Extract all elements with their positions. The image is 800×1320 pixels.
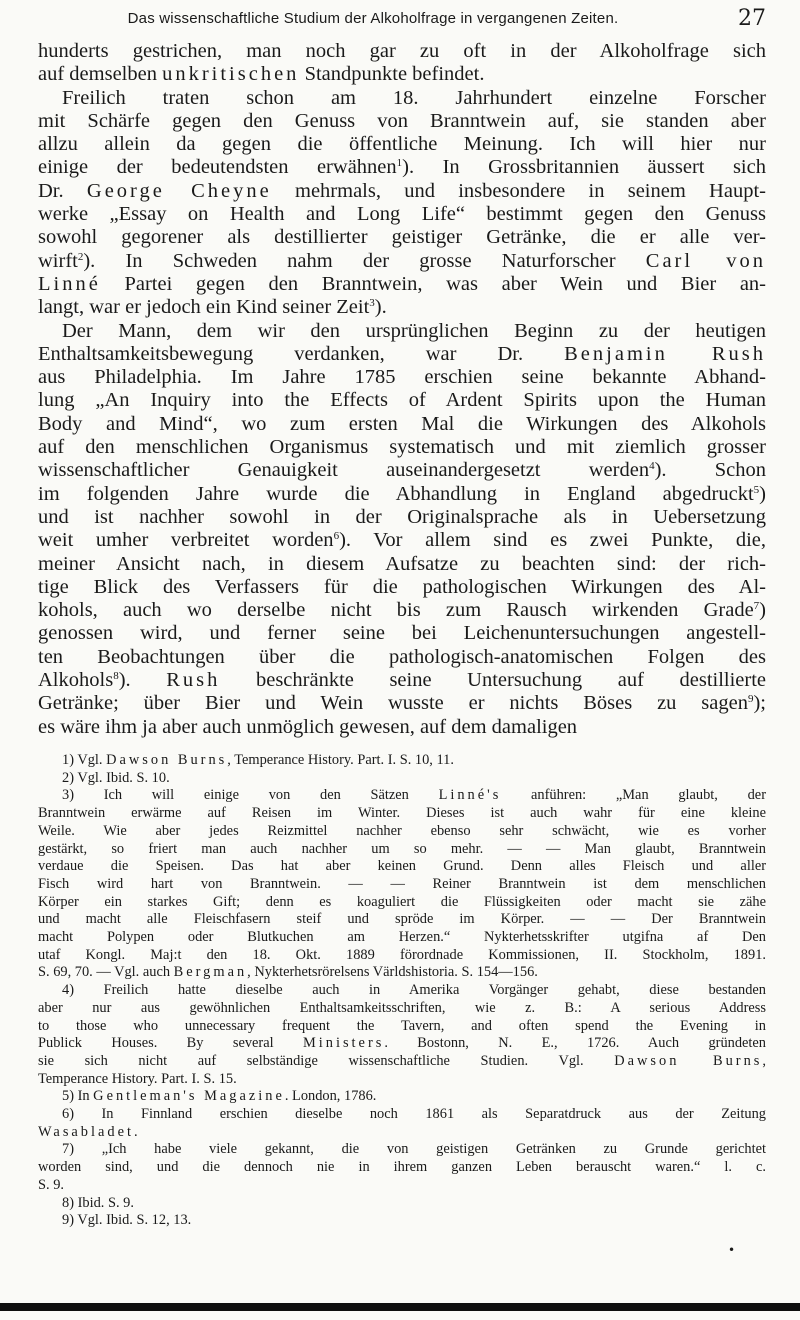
footnote-line: Publick Houses. By several Ministers. Bostonn, N. E., 1726. Auch gründeten: [38, 1035, 766, 1052]
footnote-line: 4) Freilich hatte dieselbe auch in Amerika Vorgänger gehabt, diese bestanden: [62, 982, 766, 999]
footnote-line: utaf Kongl. Maj:t den 18. Okt. 1889 förordnade Kommissionen, II. Stockholm, 1891.: [38, 946, 766, 963]
page-edge-gap: [0, 1311, 800, 1320]
text-line: Freilich traten schon am 18. Jahrhundert einzelne Forscher: [62, 86, 766, 109]
text-line: meiner Ansicht nach, in diesem Aufsatze zu beachten sind: der rich-: [38, 552, 766, 575]
footnote-line: 2) Vgl. Ibid. S. 10.: [62, 769, 170, 786]
footnote-line: S. 69, 70. — Vgl. auch Bergman, Nykterhetsrörelsens Världshistoria. S. 154—156.: [38, 964, 538, 981]
text-line: Getränke; über Bier und Wein wusste er nichts Böses zu sagen$^9$);: [38, 692, 766, 715]
footnote: [38, 787, 766, 982]
footnote-line: to those who unnecessary frequent the Tavern, and often spend the Evening in: [38, 1017, 766, 1034]
stray-mark: •: [728, 1243, 736, 1257]
main-text: [38, 40, 766, 739]
footnote-line: Wasabladet.: [38, 1123, 138, 1140]
footnote-line: sie sich nicht auf selbständige wissenschaftliche Studien. Vgl. Dawson Burns,: [38, 1052, 766, 1069]
footnote-line: verdaue die Speisen. Das hat aber keinen Grund. Denn alles Fleisch und aller: [38, 858, 766, 875]
text-line: auf den menschlichen Organismus systematisch und mit ziemlich grosser: [38, 436, 766, 459]
text-line: Der Mann, dem wir den ursprünglichen Beginn zu der heutigen: [62, 319, 766, 342]
footnote-line: 6) In Finnland erschien dieselbe noch 1861 als Separatdruck aus der Zeitung: [62, 1106, 766, 1123]
text-line: tige Blick des Verfassers für die pathologischen Wirkungen des Al-: [38, 575, 766, 598]
text-line: Alkohols$^8$). Rush beschränkte seine Untersuchung auf destillierte: [38, 669, 767, 692]
footnote-line: Fisch wird hart von Branntwein. — — Reiner Branntwein ist dem menschlichen: [38, 875, 766, 892]
running-title: Das wissenschaftliche Studium der Alkoholfrage in vergangenen Zeiten.: [127, 10, 619, 27]
footnote: [38, 1195, 766, 1213]
footnote-line: S. 9.: [38, 1176, 64, 1193]
text-line: ten Beobachtungen über die pathologisch-anatomischen Folgen des: [38, 645, 766, 668]
text-line: hunderts gestrichen, man noch gar zu oft in der Alkoholfrage sich: [38, 40, 766, 62]
text-line: wirft$^2$). In Schweden nahm der grosse Naturforscher Carl von: [38, 249, 766, 272]
footnote: [38, 1212, 766, 1230]
page-edge-bar: [0, 1303, 800, 1311]
text-line: lung „An Inquiry into the Effects of Ardent Spirits upon the Human: [38, 389, 766, 412]
text-line: Enthaltsamkeitsbewegung verdanken, war Dr. Benjamin Rush: [38, 342, 766, 365]
text-line: langt, war er jedoch ein Kind seiner Zeit$^3$).: [38, 296, 387, 319]
text-line: sowohl gegorener als destillierter geistiger Getränke, die er alle ver-: [38, 226, 766, 249]
page-number: 27: [738, 6, 766, 31]
text-line: einige der bedeutendsten erwähnen$^1$). In Grossbritannien äussert sich: [38, 156, 766, 179]
footnote: [38, 1106, 766, 1141]
footnotes: [38, 752, 766, 1230]
footnote-line: macht Polypen oder Blutkuchen am Herzen.“ Nykterhetsskrifter utgifna af Den: [38, 929, 766, 946]
text-line: und ist nachher sowohl in der Originalsprache als in Uebersetzung: [38, 505, 766, 528]
footnote-line: Körper ein starkes Gift; denn es koaguliert die Flüssigkeiten oder macht sie zähe: [38, 893, 766, 910]
footnote: [38, 982, 766, 1088]
footnote-line: 3) Ich will einige von den Sätzen Linné's anführen: „Man glaubt, der: [62, 787, 766, 804]
footnote-line: 1) Vgl. Dawson Burns, Temperance History. Part. I. S. 10, 11.: [62, 752, 454, 768]
text-line: Body and Mind“, wo zum ersten Mal die Wirkungen des Alkohols: [38, 412, 766, 435]
footnote: [38, 770, 766, 788]
text-line: auf demselben unkritischen Standpunkte befindet.: [38, 63, 485, 86]
text-line: aus Philadelphia. Im Jahre 1785 erschien seine bekannte Abhand-: [38, 366, 766, 389]
text-line: genossen wird, und ferner seine bei Leichenuntersuchungen angestell-: [38, 622, 766, 645]
text-line: allzu allein da gegen die öffentliche Meinung. Ich will hier nur: [38, 133, 766, 156]
text-line: im folgenden Jahre wurde die Abhandlung in England abgedruckt$^5$): [38, 482, 766, 505]
footnote: [38, 1141, 766, 1194]
footnote: [38, 1088, 766, 1106]
footnote-line: worden sind, und die dennoch nie in ihrem ganzen Leben berauscht waren.“ l. c.: [38, 1159, 766, 1176]
text-line: weit umher verbreitet worden$^6$). Vor allem sind es zwei Punkte, die,: [38, 529, 766, 552]
footnote-line: Weile. Wie aber jedes Reizmittel nachher ebenso sehr schwächt, wie es vorher: [38, 822, 766, 839]
text-line: mit Schärfe gegen den Genuss von Branntwein auf, sie standen aber: [38, 109, 766, 132]
text-line: Dr. George Cheyne mehrmals, und insbesondere in seinem Haupt-: [38, 179, 766, 202]
footnote-line: Temperance History. Part. I. S. 15.: [38, 1070, 237, 1087]
footnote-line: aber nur aus gewöhnlichen Enthaltsamkeitsschriften, wie z. B.: A serious Address: [38, 999, 766, 1016]
footnote-line: Branntwein erwärme auf Reisen im Winter. Dieses ist auch wahr für eine kleine: [38, 805, 766, 822]
text-line: werke „Essay on Health and Long Life“ bestimmt gegen den Genuss: [38, 203, 766, 226]
footnote-line: 7) „Ich habe viele gekannt, die von geistigen Getränken zu Grunde gerichtet: [62, 1141, 766, 1158]
text-line: es wäre ihm ja aber auch unmöglich gewesen, auf dem damaligen: [38, 715, 578, 738]
footnote-line: 8) Ibid. S. 9.: [62, 1194, 134, 1211]
footnote: [38, 752, 766, 770]
footnote-line: 5) In Gentleman's Magazine. London, 1786.: [62, 1088, 377, 1105]
text-line: wissenschaftlicher Genauigkeit auseinandergesetzt werden$^4$). Schon: [38, 459, 767, 482]
text-line: kohols, auch wo derselbe nicht bis zum Rausch wirkenden Grade$^7$): [38, 599, 766, 622]
footnote-line: gestärkt, so friert man auch nachher um so mehr. — — Man glaubt, Branntwein: [38, 840, 766, 857]
footnote-line: 9) Vgl. Ibid. S. 12, 13.: [62, 1212, 192, 1229]
running-header: [38, 6, 766, 36]
footnote-line: und macht alle Fleischfasern steif und spröde im Körper. — — Der Branntwein: [38, 911, 766, 928]
text-line: Linné Partei gegen den Branntwein, was aber Wein und Bier an-: [38, 272, 766, 295]
